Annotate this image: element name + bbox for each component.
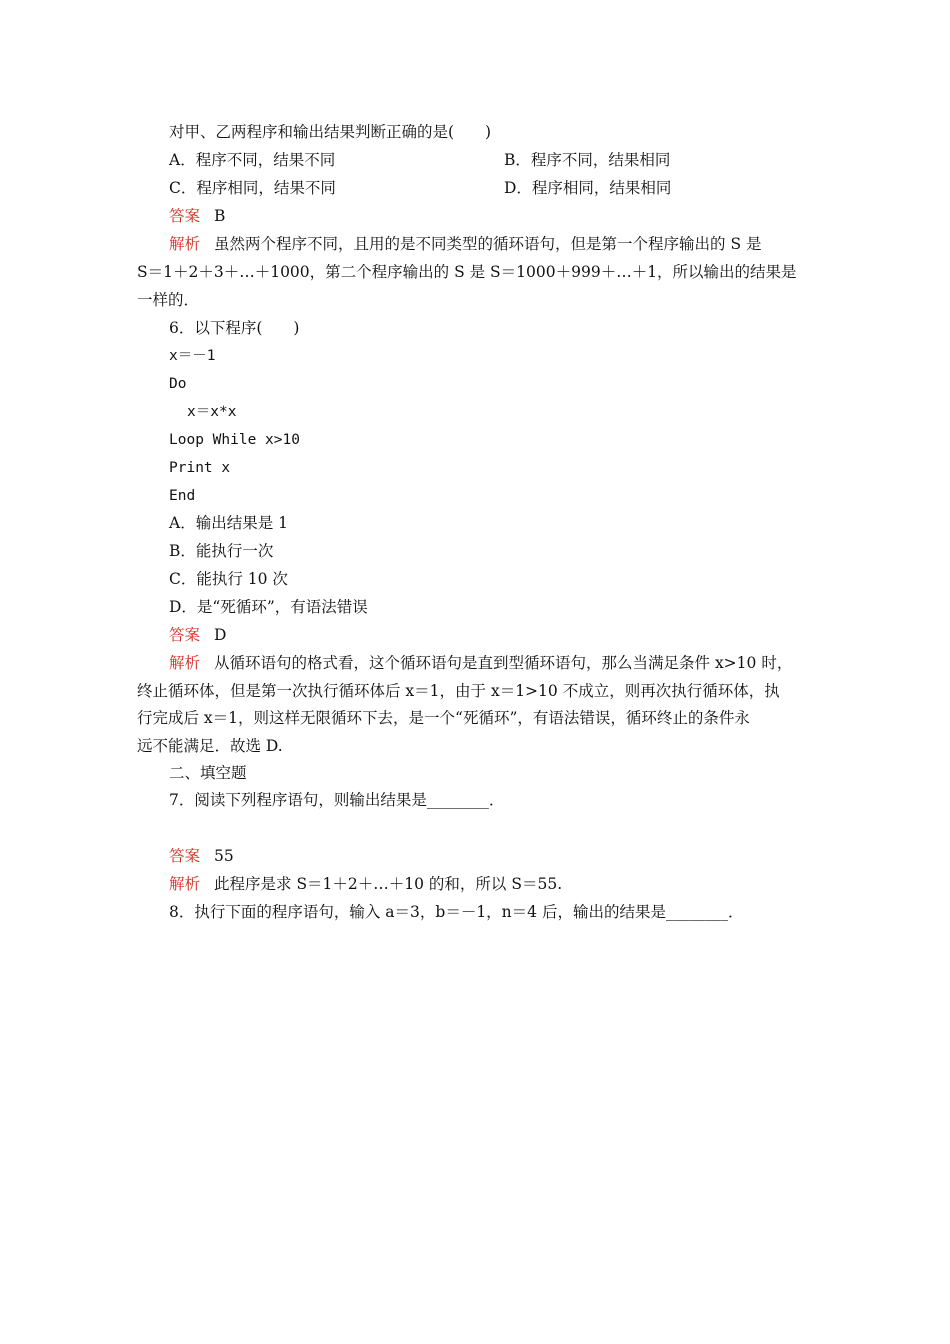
q6-option-c: C．能执行 10 次 (169, 570, 288, 588)
q6-analysis-line-2: 终止循环体，但是第一次执行循环体后 x＝1，由于 x＝1>10 不成立，则再次执行循环体，执 (137, 682, 780, 700)
q5-analysis-line-3: 一样的． (137, 291, 200, 309)
answer-label: 答案 (169, 626, 201, 644)
q6-option-d: D．是“死循环”，有语法错误 (169, 598, 368, 616)
q6-analysis-line-1 (169, 653, 792, 673)
q7-stem: 7．阅读下列程序语句，则输出结果是________． (169, 791, 505, 809)
q5-analysis-text-1: 虽然两个程序不同，且用的是不同类型的循环语句，但是第一个程序输出的 S 是 (214, 235, 762, 253)
answer-label: 答案 (169, 207, 201, 225)
q7-analysis-text: 此程序是求 S＝1＋2＋…＋10 的和，所以 S＝55. (214, 875, 563, 893)
q5-stem: 对甲、乙两程序和输出结果判断正确的是( ) (169, 123, 492, 141)
section-title-fill-in: 二、填空题 (169, 764, 247, 782)
q6-code-line-6: End (169, 488, 196, 504)
analysis-label: 解析 (169, 235, 201, 253)
q5-answer-line (169, 206, 225, 226)
q5-analysis-line-1 (169, 234, 762, 254)
q6-code-line-1: x＝－1 (169, 348, 216, 364)
q5-option-a: A．程序不同，结果不同 (169, 151, 336, 169)
q6-code-line-4: Loop While x>10 (169, 432, 300, 448)
q6-answer-value: D (214, 626, 227, 644)
q5-answer-value: B (214, 207, 226, 225)
q6-analysis-line-3: 行完成后 x＝1，则这样无限循环下去，是一个“死循环”，有语法错误，循环终止的条件永 (137, 709, 750, 727)
q6-option-a: A．输出结果是 1 (169, 514, 288, 532)
q7-answer-value: 55 (214, 847, 234, 865)
q6-answer-line (169, 625, 226, 645)
q7-analysis-line (169, 874, 562, 894)
q6-analysis-line-4: 远不能满足．故选 D. (137, 737, 283, 755)
q6-code-line-2: Do (169, 376, 187, 392)
q5-option-d: D．程序相同，结果相同 (504, 179, 672, 197)
q5-option-b: B．程序不同，结果相同 (504, 151, 671, 169)
q8-stem: 8．执行下面的程序语句，输入 a＝3，b＝－1，n＝4 后，输出的结果是________． (169, 903, 744, 921)
q6-code-line-3: x＝x*x (187, 404, 237, 420)
q5-option-c: C．程序相同，结果不同 (169, 179, 336, 197)
analysis-label: 解析 (169, 875, 201, 893)
q6-stem: 6．以下程序( ) (169, 319, 300, 337)
analysis-label: 解析 (169, 654, 201, 672)
answer-label: 答案 (169, 847, 201, 865)
q5-analysis-line-2: S＝1＋2＋3＋…＋1000，第二个程序输出的 S 是 S＝1000＋999＋…＋1，所以输出的结果是 (137, 263, 797, 281)
q6-analysis-text-1: 从循环语句的格式看，这个循环语句是直到型循环语句，那么当满足条件 x>10 时， (214, 654, 793, 672)
q7-answer-line (169, 846, 234, 866)
q6-option-b: B．能执行一次 (169, 542, 274, 560)
q6-code-line-5: Print x (169, 460, 231, 476)
